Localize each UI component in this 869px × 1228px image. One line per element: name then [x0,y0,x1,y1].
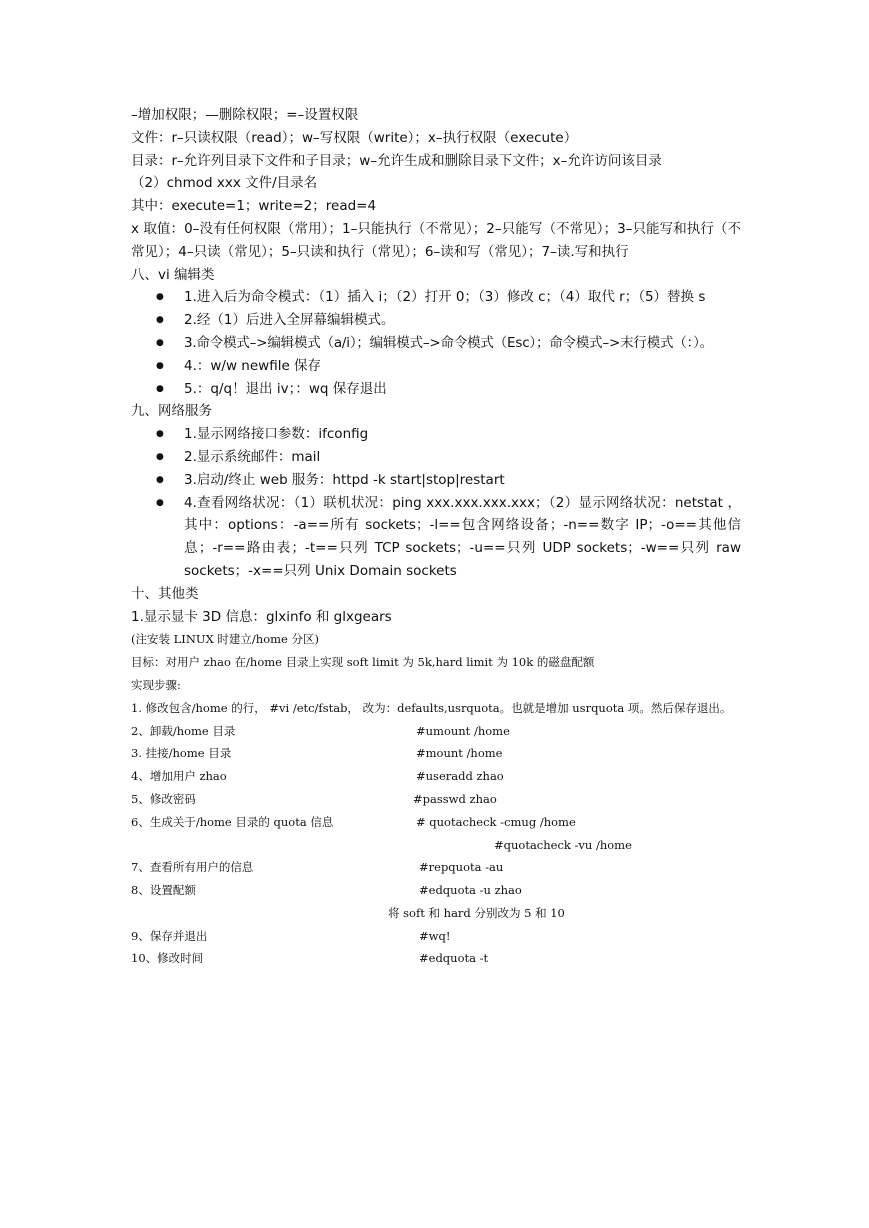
quota-step-row [131,902,741,925]
quota-goal: 目标：对用户 zhao 在/home 目录上实现 soft limit 为 5k,hard limit 为 10k 的磁盘配额 [131,655,595,670]
list-item: ● 2.显示系统邮件：mail [131,446,741,469]
quota-step-row [131,947,741,970]
intro-line-4: （2）chmod xxx 文件/目录名 [131,175,318,192]
step-command-2: #quotacheck -vu /home [494,837,632,852]
quota-steps-title: 实现步骤: [131,677,181,692]
step-command: #mount /home [416,746,503,761]
list-item: ● 2.经（1）后进入全屏幕编辑模式。 [131,309,741,332]
step-label: 10、修改时间 [131,951,204,966]
list-item: ● 1.显示网络接口参数：ifconfig [131,423,741,446]
quota-step-row [131,879,741,902]
quota-step-row [131,742,741,765]
step-command: #umount /home [416,723,510,738]
x-values-paragraph: x 取值：0–没有任何权限（常用）；1–只能执行（不常见）；2–只能写（不常见）；3–只能写和执行（不常见）；4–只读（常见）；5–只读和执行（常见）；6–读和写（常见）；7–读.写和执行 [131,220,741,260]
list-item: ● 1.进入后为命令模式：（1）插入 i；（2）打开 0；（3）修改 c；（4）取代 r；（5）替换 s [131,286,741,309]
step-label: 5、修改密码 [131,791,196,806]
list-item: ● 5.：q/q！退出 iv；：wq 保存退出 [131,378,741,401]
section-8-heading: 八、vi 编辑类 [131,266,215,283]
intro-line-3: 目录：r–允许列目录下文件和子目录；w–允许生成和删除目录下文件；x–允许访问该目录 [131,152,662,169]
section-10-heading: 十、其他类 [131,585,199,602]
step-label: 8、设置配额 [131,883,196,898]
step-command: #edquota -t [419,951,489,966]
intro-line-1: –增加权限；—删除权限；=–设置权限 [131,107,359,123]
step-label: 2、卸载/home 目录 [131,723,236,738]
quota-section [131,628,741,970]
list-item: ● 3.命令模式–>编辑模式（a/i）；编辑模式–>命令模式（Esc）；命令模式–>末行模式（：）。 [131,332,741,355]
step-command: # quotacheck -cmug /home [416,814,576,829]
quota-step-row [131,811,741,834]
quota-step-1: 1. 修改包含/home 的行， #vi /etc/fstab， 改为：defaults,usrquota。也就是增加 usrquota 项。然后保存退出。 [131,700,732,715]
list-item: ● 4.：w/w newfile 保存 [131,355,741,378]
step-label: 7、查看所有用户的信息 [131,860,254,875]
step-command: #wq! [419,928,451,943]
step-command: #useradd zhao [416,769,504,784]
section-10-item-1: 1.显示显卡 3D 信息：glxinfo 和 glxgears [131,608,392,625]
list-item: ● 4.查看网络状况：（1）联机状况：ping xxx.xxx.xxx.xxx；（2）显示网络状况：netstat ，其中：options：-a==所有 sockets；-l==包含网络设备；-n==数字 IP；-o==其他信息；-r==路由表；-t==只列 TCP sockets；-u==只列 UDP sockets；-w==只列 raw sockets；-x==只列 Unix Domain sockets [131,492,741,583]
step-command: #repquota -au [419,860,504,875]
section-9-heading: 九、网络服务 [131,403,212,420]
list-item: ● 3.启动/终止 web 服务：httpd -k start|stop|restart [131,469,741,492]
intro-line-5: 其中：execute=1；write=2；read=4 [131,198,377,215]
step-command: #passwd zhao [413,791,497,806]
quota-step-row [131,788,741,811]
quota-step-row [131,856,741,879]
quota-step-row [131,925,741,948]
step-label: 6、生成关于/home 目录的 quota 信息 [131,814,334,829]
step-command: #edquota -u zhao [419,883,522,898]
quota-step-row [131,720,741,743]
section-8-list [131,286,741,400]
quota-step-row [131,765,741,788]
section-9-list [131,423,741,583]
quota-note: (注安装 LINUX 时建立/home 分区) [131,632,319,647]
step-note: 将 soft 和 hard 分别改为 5 和 10 [388,905,565,920]
step-label: 9、保存并退出 [131,928,208,943]
quota-step-row [131,834,741,857]
step-label: 3. 挂接/home 目录 [131,746,232,761]
document-page [131,104,741,970]
intro-line-2: 文件：r–只读权限（read）；w–写权限（write）；x–执行权限（execute） [131,129,578,146]
step-label: 4、增加用户 zhao [131,769,227,784]
